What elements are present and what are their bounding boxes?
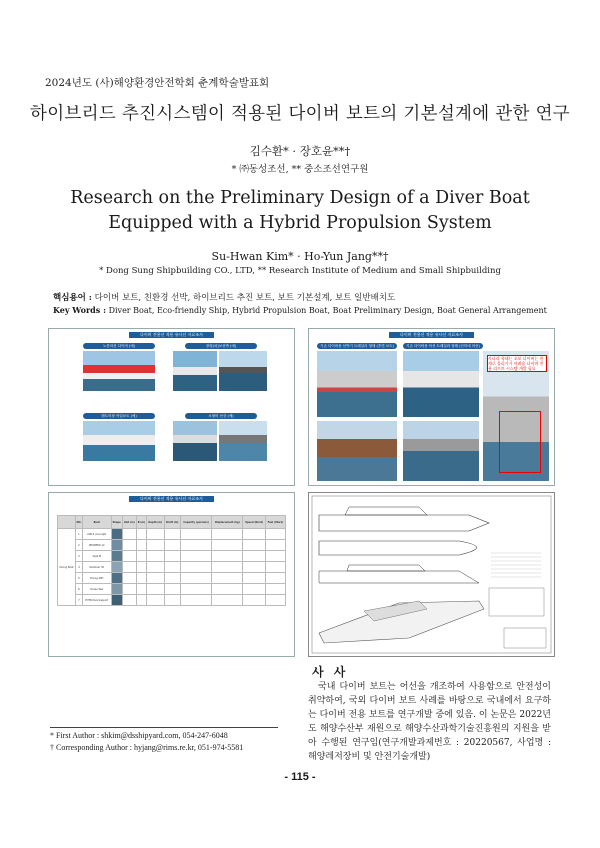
english-affiliations: * Dong Sung Shipbuilding CO., LTD, ** Research Institute of Medium and Small Shipbuilding [99,266,501,276]
table-header-row [58,516,286,529]
boat-photo [173,421,217,461]
highlight-box [499,411,541,473]
figure-banner: 다이버 전용선 적용 유사선 자료조사 [129,496,214,502]
header-cell: Boat [82,516,111,529]
table-cell: 7 [75,595,82,606]
page-number: - 115 - [284,771,316,783]
boat-thumb [111,573,122,584]
figure-label: 장렬(차)보선박 (예) [185,343,257,349]
table-cell: PROZERO 12 [82,540,111,551]
figure-label: 노릉리선 다이버 (예) [83,343,155,349]
boat-photo [317,421,397,481]
table-cell: Vijak M [82,551,111,562]
header-cell: Capacity (persons) [180,516,212,529]
figure-general-arrangement [308,492,555,657]
table-row [58,562,286,573]
boat-photo [219,351,267,391]
korean-title: 하이브리드 추진시스템이 적용된 다이버 보트의 기본설계에 관한 연구 [30,104,570,124]
footnote-corresponding-author: † Corresponding Author : hyjang@rims.re.kr, 051-974-5581 [50,743,244,752]
callout-text: 사다리 형태는 초보 다이버는 편 제로 올리가기 어려움 다이버 전용 리프트 시스템 개발 필요 [487,355,547,372]
keywords-korean-text: 다이버 보트, 친환경 선박, 하이브리드 추진 보트, 보트 기본설계, 보트 일반배치도 [94,293,396,303]
table-cell: 5 [75,573,82,584]
footnote-first-author: * First Author : shkim@dsshipyard.com, 054-247-6048 [50,731,228,740]
keywords-english [53,305,547,315]
figure-label: 기존 다이버용 어선 트레일러 형태 (선미에 어선) [403,343,483,349]
table-cell: Ocean Nav [82,584,111,595]
english-authors: Su-Hwan Kim* · Ho-Yun Jang**† [211,250,389,263]
boat-photo [83,421,155,461]
header-cell [58,516,76,529]
table-cell: 4 [75,562,82,573]
header-cell: B (m) [136,516,146,529]
table-cell: 3 [75,551,82,562]
figure-banner: 다이버 전용선 적용 유사선 자료조사 [129,332,214,338]
boat-photo [173,351,217,391]
keywords-korean-label: 핵심용어 : [53,293,92,303]
header-cell: Shape [111,516,122,529]
table-cell: 6 [75,584,82,595]
table-row [58,584,286,595]
header-cell: Depth (m) [146,516,164,529]
boat-thumb [111,562,122,573]
figure-banner: 다이버 전용선 적용 유사선 자료조사 [389,332,474,338]
header-cell: Speed (Knot) [243,516,266,529]
table-cell: AIZ12 (concept) [82,529,111,540]
keywords-korean [53,291,395,303]
korean-authors: 김수환* · 장호윤**† [249,144,351,158]
boat-thumb [111,551,122,562]
english-title: Research on the Preliminary Design of a Diver Boat Equipped with a Hybrid Propulsion System [70,188,530,233]
boat-thumb [111,595,122,606]
figure-label: 기존 다이버용 선박기 트레일러 형태 (후면 보트) [317,343,397,349]
header-cell: NO. [75,516,82,529]
figure-boat-spec-table [48,492,295,657]
header-cell: Draft (m) [164,516,180,529]
header-cell: Displacement (kg) [212,516,243,529]
spec-table [57,515,286,606]
table-cell: 1 [75,529,82,540]
table-row [58,529,286,540]
header-cell: LOA (m) [122,516,136,529]
boat-thumb [111,529,122,540]
boat-photo [403,351,479,417]
boat-photo [403,421,479,481]
acknowledgement-text: 국내 다이버 보트는 어선을 개조하여 사용함으로 안전성이 취약하여, 국외 다이버 보트 사례를 바탕으로 국내에서 요구하는 다이버 전용 보트를 연구개발 중에 있음. 이 논문은 2022년도 해양수산부 재원으로 해양수산과학기술진흥원의 지원을 받아 수행된 연구임(연구개발과제번호 : 20220567, 사업명 : 해양레저장비 및 안전기술개발) [308,682,551,762]
figure-label: 렌트어장 작업보트 (예) [83,413,155,419]
korean-affiliations: * ㈜동성조선, ** 중소조선연구원 [231,164,369,175]
acknowledgement-heading: 사 사 [312,665,349,679]
figure-existing-diver-boats [308,328,555,486]
group-label: Diving Boat [58,529,76,606]
table-row [58,595,286,606]
table-row [58,573,286,584]
boat-photo [317,351,397,417]
boat-thumb [111,540,122,551]
table-cell: 2 [75,540,82,551]
figure-similar-boats [48,328,295,486]
keywords-english-text: Diver Boat, Eco-friendly Ship, Hybrid Propulsion Boat, Boat Preliminary Design, Boat General Arrangement [108,306,547,315]
table-row [58,551,286,562]
figure-label: 소형어 선상 (예) [185,413,257,419]
table-cell: Diving 30H [82,573,111,584]
conference-header: 2024년도 (사)해양환경안전학회 춘계학술발표회 [45,77,270,89]
boat-thumb [111,584,122,595]
boat-photo [83,351,155,391]
table-row [58,540,286,551]
footnote-divider [50,727,278,728]
header-cell: Fuel (liters) [265,516,285,529]
table-cell: HYPR Dive Support [82,595,111,606]
keywords-english-label: Key Words : [53,305,107,315]
table-cell: Kinetiner 30 [82,562,111,573]
general-arrangement-drawing [309,493,554,656]
boat-photo [219,421,267,461]
